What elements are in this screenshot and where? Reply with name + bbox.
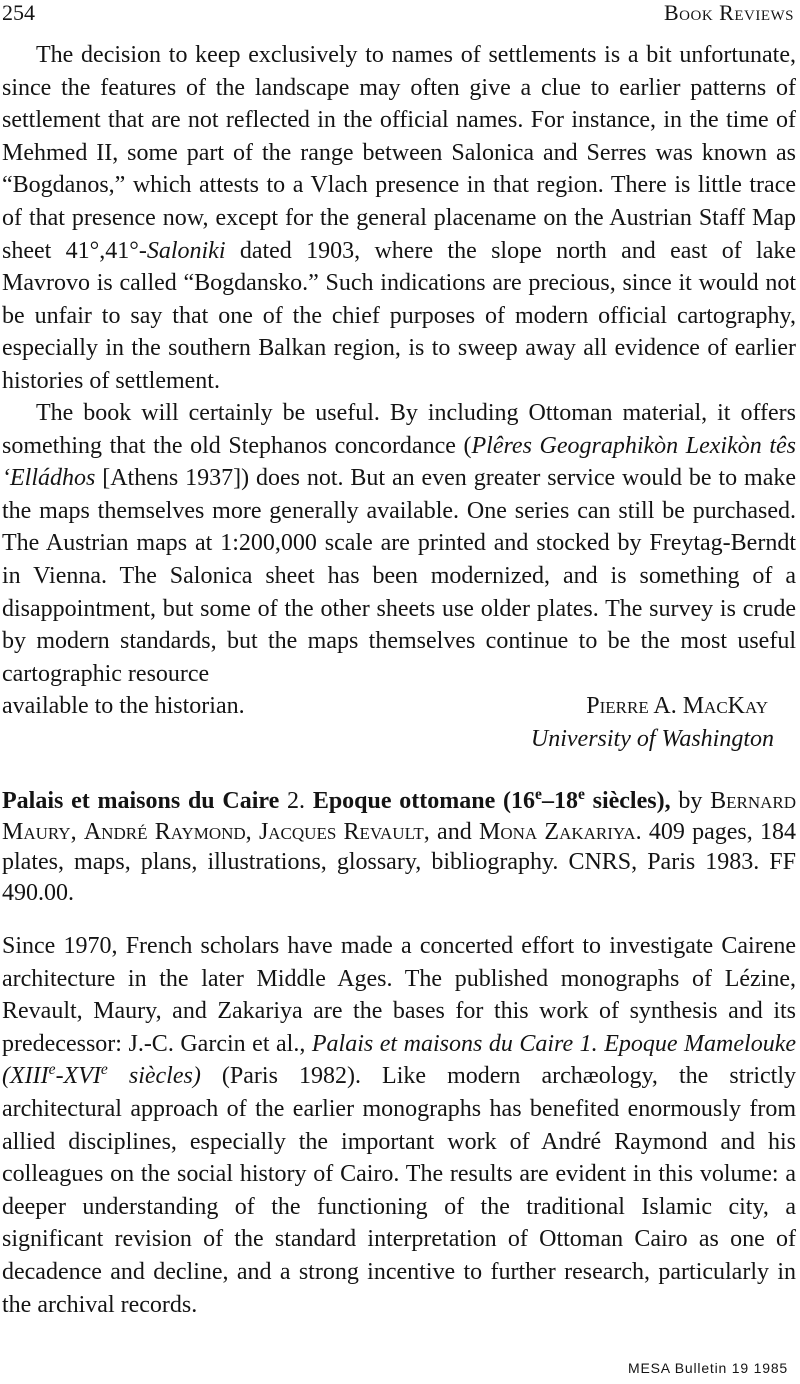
review2-italic-2: -XVI (55, 1063, 101, 1090)
review1-p2-text-b: [Athens 1937]) does not. But an even greater service would be to make the maps themselves more generally available. One series can still be purchased. The Austrian maps at 1:200,000 scale are printed and stocked by Freytag-Berndt in Vienna. The Salonica sheet has been modernized, and is something of a disappointment, but some of the other sheets use older plates. The survey is crude by modern standards, but the maps themselves continue to be the most useful cartographic resource (2, 465, 796, 687)
author-4: Mona Zakariya (478, 818, 636, 845)
review1-p2-text-a: The book will certainly be useful. By including Ottoman material, it offers something that the old Stephanos concordance ( (2, 400, 796, 459)
journal-footer: MESA Bulletin 19 1985 (627, 1360, 788, 1376)
book-title (2, 788, 671, 814)
reviewer-affiliation: University of Washington (530, 725, 774, 752)
review1-p2-italic: Plêres Geographikòn Lexikòn tês ‘Elládhos (2, 432, 796, 492)
review2-text-a: Since 1970, French scholars have made a concerted effort to investigate Cairene architecture in the later Middle Ages. The published monographs of Lézine, Revault, Maury, and Zakariya are the bases for this work of synthesis and its predecessor: J.-C. Garcin et al., (2, 933, 796, 1057)
byline-and: , and (423, 818, 479, 845)
book-title-sub: Epoque ottomane (16 (312, 788, 536, 814)
review2-body (2, 930, 796, 1321)
review1-p1-text-b: dated 1903, where the slope north and east of lake Mavrovo is called “Bogdansko.” Such indications are precious, since it would not be unfair to say that one of the chief purposes of modern official cartography, especially in the southern Balkan region, is to sweep away all evidence of earlier histories of settlement. (2, 237, 797, 394)
review1-p1-text-a: The decision to keep exclusively to names of settlements is a bit unfortunate, since the features of the landscape may often give a clue to earlier patterns of settlement that are not reflected in the official names. For instance, in the time of Mehmed II, some part of the range between Salonica and Serres was known as “Bogdanos,” which attests to a Vlach presence in that region. There is little trace of that presence now, except for the general placename on the Austrian Staff Map sheet 41°,41°- (2, 42, 796, 264)
book-title-end: siècles), (584, 788, 671, 814)
book-details: . 409 pages, 184 plates, maps, plans, illustrations, glossary, bibliography. CNRS, Paris 1983. FF 490.00. (2, 818, 797, 906)
review1-paragraph-1 (2, 39, 796, 398)
review2-text-b: (Paris 1982). Like modern archæology, the strictly architectural approach of the earlier monographs has benefited enormously from allied disciplines, especially the important work of André Raymond and his colleagues on the social history of Cairo. The results are evident in this volume: a deeper understanding of the functioning of the traditional Islamic city, a significant revision of the standard interpretation of Ottoman Cairo as one of decadence and decline, and a strong incentive to further research, particularly in the archival records. (2, 1063, 797, 1318)
review1-paragraph-2 (2, 397, 796, 756)
book-title-main: Palais et maisons du Caire (2, 788, 280, 814)
review2-heading: Palais et maisons du Caire 2. Epoque ottomane (16e–18e siècles), by Bernard Maury, André Raymond, Jacques Revault, and Mona Zakariya. 409 pages, 184 plates, maps, plans, illustrations, glossary, bibliography. CNRS, Paris 1983. FF 490.00. (2, 786, 797, 906)
review2-sup-1: e (48, 1061, 56, 1079)
book-title-sup-2: e (577, 786, 585, 803)
review2-sup-2: e (100, 1061, 108, 1079)
review1-p1-italic: Saloniki (146, 237, 226, 264)
signature-line (2, 690, 796, 723)
byline-by: by (670, 788, 711, 814)
review2-italic-1: Palais et maisons du Caire 1. Epoque Mameloukе (XIII (2, 1030, 797, 1090)
book-title-sup-1: e (535, 786, 542, 803)
page-number: 254 (2, 0, 35, 25)
page-header (2, 0, 794, 30)
author-1: Bernard Maury (2, 788, 797, 845)
review1-p2-last-line: available to the historian. (2, 693, 245, 720)
book-title-dash: –18 (541, 788, 578, 814)
author-2: André Raymond (83, 818, 246, 845)
author-3: Jacques Revault (258, 818, 424, 845)
reviewer-name: Pierre A. MacKay (586, 693, 768, 720)
book-title-volume: 2. (279, 788, 313, 814)
running-head: Book Reviews (664, 0, 794, 25)
review2-italic-3: siècles) (107, 1063, 201, 1090)
